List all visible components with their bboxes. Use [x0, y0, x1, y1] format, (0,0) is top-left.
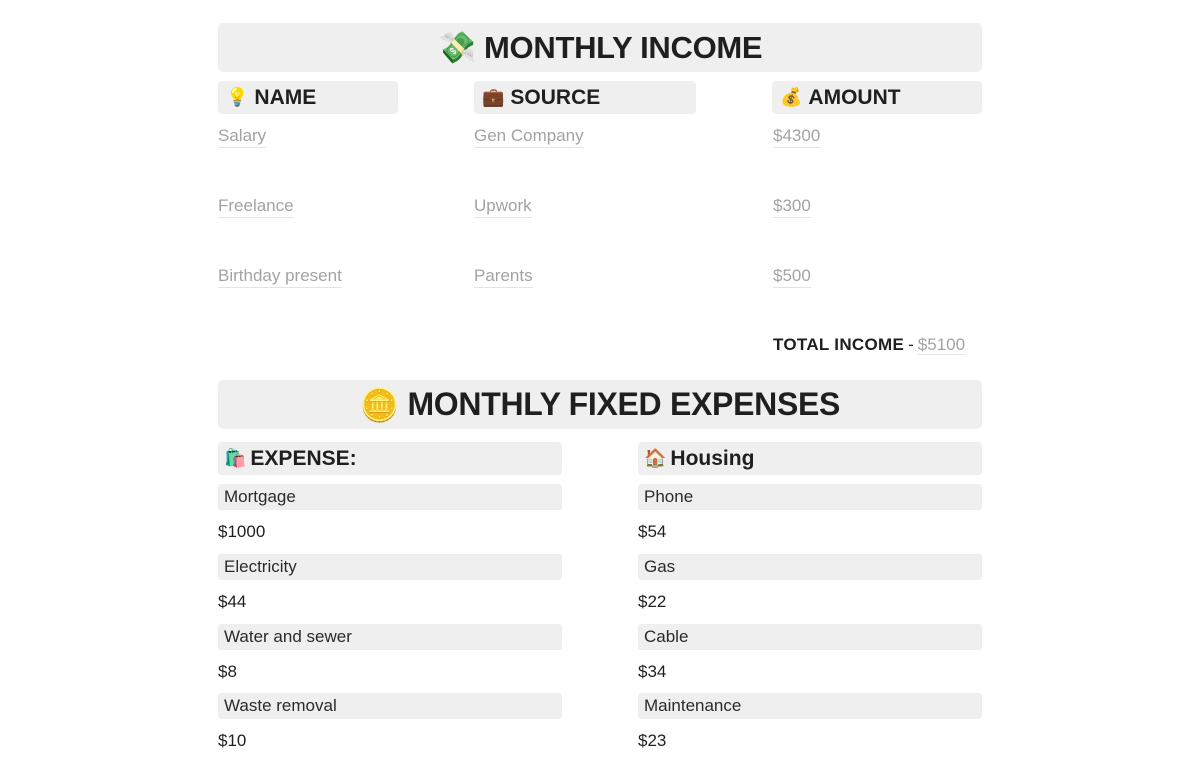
money-bag-icon: 💰 — [780, 87, 803, 108]
expense-label-gas[interactable]: Gas — [638, 554, 982, 580]
total-income — [773, 335, 965, 355]
income-name-salary[interactable]: Salary — [218, 126, 266, 148]
expense-label-water-and-sewer[interactable]: Water and sewer — [218, 624, 562, 650]
income-amount-birthday[interactable]: $500 — [773, 266, 811, 288]
total-income-value[interactable]: $5100 — [917, 335, 966, 354]
total-income-separator: - — [908, 335, 914, 354]
coin-icon: 🪙 — [359, 385, 400, 424]
income-source-freelance[interactable]: Upwork — [474, 196, 532, 218]
income-amount-salary[interactable]: $4300 — [773, 126, 820, 148]
column-header-amount-label: AMOUNT — [808, 85, 901, 109]
light-bulb-icon: 💡 — [226, 87, 249, 108]
column-header-name-label: NAME — [254, 85, 317, 109]
briefcase-icon: 💼 — [482, 87, 505, 108]
expense-label-cable[interactable]: Cable — [638, 624, 982, 650]
expense-amount-maintenance[interactable]: $23 — [638, 731, 667, 750]
expense-amount-phone[interactable]: $54 — [638, 522, 667, 541]
expense-amount-cable[interactable]: $34 — [638, 662, 667, 681]
income-name-freelance[interactable]: Freelance — [218, 196, 294, 218]
expense-amount-mortgage[interactable]: $1000 — [218, 522, 266, 541]
income-source-salary[interactable]: Gen Company — [474, 126, 584, 148]
house-icon: 🏠 — [644, 448, 667, 469]
expense-amount-water-and-sewer[interactable]: $8 — [218, 662, 237, 681]
housing-column-header-label: Housing — [670, 446, 755, 470]
column-header-name — [218, 81, 398, 114]
expense-amount-gas[interactable]: $22 — [638, 592, 667, 611]
income-section-title: MONTHLY INCOME — [484, 29, 763, 65]
money-with-wings-icon: 💸 — [437, 30, 477, 66]
expense-amount-electricity[interactable]: $44 — [218, 592, 247, 611]
expenses-section-banner — [218, 380, 982, 429]
total-income-label: TOTAL INCOME — [773, 335, 905, 354]
expenses-section-title: MONTHLY FIXED EXPENSES — [407, 386, 841, 422]
income-name-birthday[interactable]: Birthday present — [218, 266, 342, 288]
column-header-source-label: SOURCE — [510, 85, 601, 109]
expense-amount-waste-removal[interactable]: $10 — [218, 731, 247, 750]
expense-label-mortgage[interactable]: Mortgage — [218, 484, 562, 510]
column-header-amount — [772, 81, 982, 114]
income-source-birthday[interactable]: Parents — [474, 266, 533, 288]
expense-label-maintenance[interactable]: Maintenance — [638, 693, 982, 719]
expense-column-header — [218, 442, 562, 475]
housing-column-header — [638, 442, 982, 475]
income-amount-freelance[interactable]: $300 — [773, 196, 811, 218]
expense-label-electricity[interactable]: Electricity — [218, 554, 562, 580]
income-section-banner — [218, 23, 982, 72]
shopping-bags-icon: 🛍️ — [224, 448, 247, 469]
expense-label-phone[interactable]: Phone — [638, 484, 982, 510]
expense-column-header-label: EXPENSE: — [250, 446, 357, 470]
expense-label-waste-removal[interactable]: Waste removal — [218, 693, 562, 719]
column-header-source — [474, 81, 696, 114]
